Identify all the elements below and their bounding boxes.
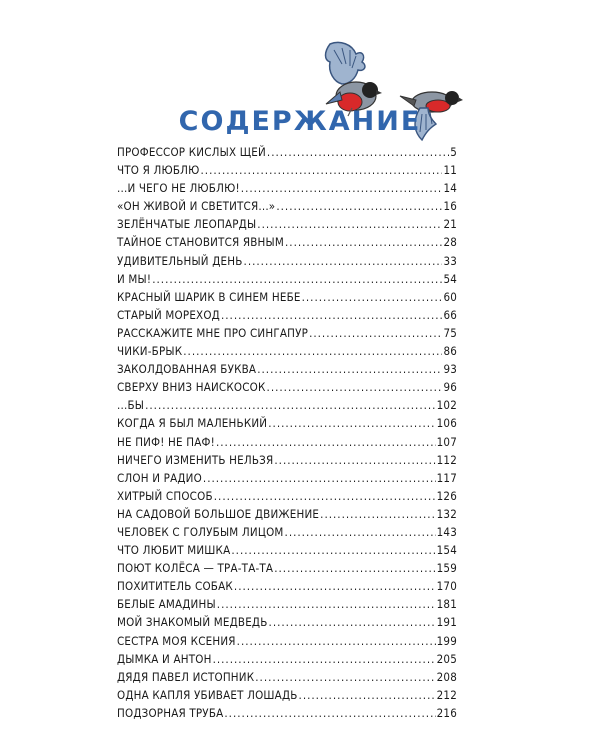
toc-entry-page: 86 xyxy=(443,344,457,359)
toc-entry-title: НИЧЕГО ИЗМЕНИТЬ НЕЛЬЗЯ xyxy=(117,452,274,467)
leader-dots xyxy=(201,161,443,179)
toc-entry xyxy=(117,595,457,613)
toc-entry xyxy=(117,233,457,251)
toc-entry-title: ПОХИТИТЕЛЬ СОБАК xyxy=(117,579,233,594)
leader-dots xyxy=(231,541,435,559)
toc-entry-title: СЕСТРА МОЯ КСЕНИЯ xyxy=(117,633,236,648)
leader-dots xyxy=(257,215,442,233)
toc-entry-title: «ОН ЖИВОЙ И СВЕТИТСЯ...» xyxy=(117,199,276,214)
toc-entry-page: 107 xyxy=(436,434,457,449)
page-title: СОДЕРЖАНИЕ xyxy=(178,106,422,137)
toc-entry-page: 212 xyxy=(436,687,457,702)
toc-entry-title: ЧЕЛОВЕК С ГОЛУБЫМ ЛИЦОМ xyxy=(117,524,284,539)
toc-entry xyxy=(117,632,457,650)
toc-entry xyxy=(117,451,457,469)
toc-entry-page: 126 xyxy=(436,488,457,503)
toc-entry-title: ХИТРЫЙ СПОСОБ xyxy=(117,488,213,503)
toc-entry xyxy=(117,541,457,559)
toc-entry xyxy=(117,161,457,179)
leader-dots xyxy=(255,668,435,686)
toc-entry xyxy=(117,613,457,631)
toc-entry-page: 96 xyxy=(443,380,457,395)
leader-dots xyxy=(285,233,442,251)
toc-entry xyxy=(117,686,457,704)
toc-entry-page: 75 xyxy=(443,325,457,340)
toc-entry-page: 106 xyxy=(436,416,457,431)
toc-entry-page: 11 xyxy=(443,163,457,178)
toc-entry-title: БЕЛЫЕ АМАДИНЫ xyxy=(117,597,216,612)
toc-entry xyxy=(117,396,457,414)
leader-dots xyxy=(214,487,436,505)
toc-entry-title: ДЫМКА И АНТОН xyxy=(117,651,212,666)
leader-dots xyxy=(203,469,436,487)
toc-entry-title: КРАСНЫЙ ШАРИК В СИНЕМ НЕБЕ xyxy=(117,289,301,304)
toc-entry xyxy=(117,414,457,432)
toc-entry-page: 170 xyxy=(436,579,457,594)
toc-entry-title: ЗЕЛЁНЧАТЫЕ ЛЕОПАРДЫ xyxy=(117,217,257,232)
leader-dots xyxy=(309,324,442,342)
toc-entry-title: ЧТО Я ЛЮБЛЮ xyxy=(117,163,200,178)
leader-dots xyxy=(183,342,442,360)
toc-entry-title: СВЕРХУ ВНИЗ НАИСКОСОК xyxy=(117,380,266,395)
toc-entry xyxy=(117,288,457,306)
toc-entry-page: 132 xyxy=(436,506,457,521)
toc-entry-page: 199 xyxy=(436,633,457,648)
toc-entry-title: ...БЫ xyxy=(117,398,145,413)
toc-entry-title: ПОЮТ КОЛЁСА — ТРА-ТА-ТА xyxy=(117,561,274,576)
leader-dots xyxy=(302,288,443,306)
toc-entry-page: 66 xyxy=(443,307,457,322)
toc-entry-page: 181 xyxy=(436,597,457,612)
leader-dots xyxy=(213,650,436,668)
toc-entry-title: ЧТО ЛЮБИТ МИШКА xyxy=(117,543,231,558)
leader-dots xyxy=(244,252,443,270)
toc-entry-title: ОДНА КАПЛЯ УБИВАЕТ ЛОШАДЬ xyxy=(117,687,298,702)
toc-entry-page: 54 xyxy=(443,271,457,286)
leader-dots xyxy=(267,378,443,396)
toc-entry-title: ...И ЧЕГО НЕ ЛЮБЛЮ! xyxy=(117,181,240,196)
toc-entry-page: 205 xyxy=(436,651,457,666)
toc-entry-page: 5 xyxy=(450,145,457,159)
toc-entry xyxy=(117,179,457,197)
toc-entry xyxy=(117,559,457,577)
toc-entry xyxy=(117,306,457,324)
leader-dots xyxy=(234,577,436,595)
toc-entry-title: ТАЙНОЕ СТАНОВИТСЯ ЯВНЫМ xyxy=(117,235,284,250)
toc-entry xyxy=(117,252,457,270)
leader-dots xyxy=(152,270,442,288)
toc-entry-title: НА САДОВОЙ БОЛЬШОЕ ДВИЖЕНИЕ xyxy=(117,506,320,521)
toc-entry-title: ПОДЗОРНАЯ ТРУБА xyxy=(117,705,224,720)
toc-entry-page: 154 xyxy=(436,543,457,558)
toc-entry-title: И МЫ! xyxy=(117,271,152,286)
toc-entry xyxy=(117,270,457,288)
leader-dots xyxy=(257,360,442,378)
toc-entry-page: 208 xyxy=(436,669,457,684)
toc-entry-page: 14 xyxy=(443,181,457,196)
leader-dots xyxy=(237,632,436,650)
toc-entry xyxy=(117,360,457,378)
leader-dots xyxy=(320,505,436,523)
toc-entry-page: 93 xyxy=(443,362,457,377)
toc-entry-page: 33 xyxy=(443,253,457,268)
toc-entry xyxy=(117,704,457,722)
table-of-contents xyxy=(117,143,457,722)
toc-entry xyxy=(117,577,457,595)
leader-dots xyxy=(268,414,435,432)
toc-entry-title: ЧИКИ-БРЫК xyxy=(117,344,183,359)
toc-entry-page: 216 xyxy=(436,705,457,720)
leader-dots xyxy=(269,613,436,631)
leader-dots xyxy=(299,686,436,704)
toc-entry xyxy=(117,143,457,161)
toc-entry-title: МОЙ ЗНАКОМЫЙ МЕДВЕДЬ xyxy=(117,615,268,630)
toc-entry xyxy=(117,487,457,505)
leader-dots xyxy=(224,704,435,722)
toc-entry-title: ДЯДЯ ПАВЕЛ ИСТОПНИК xyxy=(117,669,255,684)
toc-entry-page: 191 xyxy=(436,615,457,630)
leader-dots xyxy=(145,396,436,414)
toc-entry-title: КОГДА Я БЫЛ МАЛЕНЬКИЙ xyxy=(117,416,268,431)
leader-dots xyxy=(221,306,442,324)
toc-entry-page: 143 xyxy=(436,524,457,539)
leader-dots xyxy=(276,197,442,215)
toc-entry xyxy=(117,324,457,342)
toc-entry-title: РАССКАЖИТЕ МНЕ ПРО СИНГАПУР xyxy=(117,325,309,340)
toc-entry-title: НЕ ПИФ! НЕ ПАФ! xyxy=(117,434,215,449)
toc-entry xyxy=(117,469,457,487)
toc-entry xyxy=(117,215,457,233)
toc-entry xyxy=(117,650,457,668)
toc-entry-page: 112 xyxy=(436,452,457,467)
toc-entry-title: СЛОН И РАДИО xyxy=(117,470,202,485)
toc-entry xyxy=(117,668,457,686)
toc-entry xyxy=(117,505,457,523)
toc-entry xyxy=(117,197,457,215)
toc-entry xyxy=(117,433,457,451)
toc-entry-page: 60 xyxy=(443,289,457,304)
leader-dots xyxy=(217,595,436,613)
leader-dots xyxy=(216,433,436,451)
toc-entry-page: 21 xyxy=(443,217,457,232)
leader-dots xyxy=(285,523,436,541)
leader-dots xyxy=(274,451,435,469)
toc-entry xyxy=(117,342,457,360)
leader-dots xyxy=(241,179,443,197)
toc-entry-page: 159 xyxy=(436,561,457,576)
toc-entry-page: 102 xyxy=(436,398,457,413)
toc-entry-title: СТАРЫЙ МОРЕХОД xyxy=(117,307,220,322)
toc-entry-title: УДИВИТЕЛЬНЫЙ ДЕНЬ xyxy=(117,253,243,268)
toc-entry-page: 16 xyxy=(443,199,457,214)
toc-entry-page: 28 xyxy=(443,235,457,250)
toc-entry-title: ПРОФЕССОР КИСЛЫХ ЩЕЙ xyxy=(117,145,266,159)
toc-entry xyxy=(117,378,457,396)
toc-entry-title: ЗАКОЛДОВАННАЯ БУКВА xyxy=(117,362,257,377)
leader-dots xyxy=(267,143,449,161)
leader-dots xyxy=(274,559,435,577)
toc-entry xyxy=(117,523,457,541)
toc-entry-page: 117 xyxy=(436,470,457,485)
